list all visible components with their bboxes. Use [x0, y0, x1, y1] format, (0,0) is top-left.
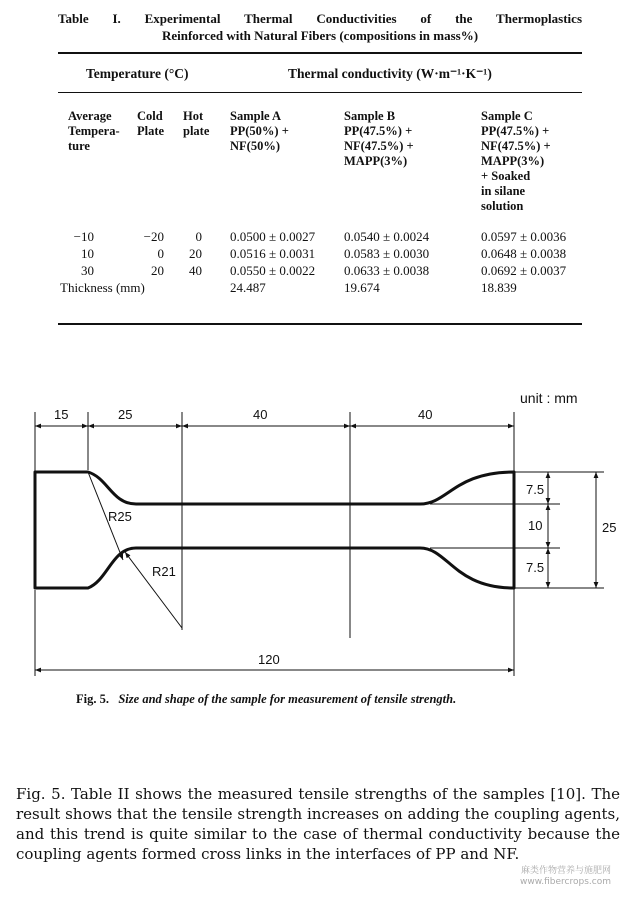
group-header-conductivity: Thermal conductivity (W·m⁻¹·K⁻¹) [288, 66, 492, 81]
col-header-average: Average Tempera- ture [68, 109, 120, 153]
cell-sample-b: 0.0633 ± 0.0038 [344, 263, 430, 278]
dim-label-7-5-bottom: 7.5 [526, 560, 545, 575]
cell-cold: −20 [143, 229, 164, 244]
dim-label-25-right: 25 [602, 520, 617, 535]
cell-hot: 40 [189, 263, 202, 278]
col-header-sample-a: Sample A PP(50%) + NF(50%) [230, 109, 289, 153]
cell-hot: 20 [189, 246, 202, 261]
col-header-cold-plate: Cold Plate [137, 109, 165, 138]
figure-caption-prefix: Fig. 5. [76, 692, 109, 706]
figure-caption [76, 692, 456, 707]
radius-label-r21: R21 [152, 564, 176, 579]
cell-sample-c: 0.0692 ± 0.0037 [481, 263, 567, 278]
cell-sample-b: 0.0583 ± 0.0030 [344, 246, 430, 261]
cell-sample-a: 24.487 [230, 280, 266, 295]
figure-caption-text: Size and shape of the sample for measurement of tensile strength. [118, 692, 457, 706]
cell-sample-c: 0.0597 ± 0.0036 [481, 229, 567, 244]
table-header-rule [58, 92, 582, 93]
cell-sample-a: 0.0550 ± 0.0022 [230, 263, 316, 278]
table-title [58, 10, 582, 44]
cell-sample-c: 0.0648 ± 0.0038 [481, 246, 567, 261]
cell-hot: 0 [195, 229, 202, 244]
col-header-hot-plate: Hot plate [183, 109, 210, 138]
cell-sample-c: 18.839 [481, 280, 517, 295]
body-paragraph: Fig. 5. Table II shows the measured tensile strengths of the samples [10]. The result shows that the tensile strength increases on adding the coupling agents, and this trend is quite similar to the case of thermal conductivity because the coupling agents formed cross links in the interfaces of PP and NF. [16, 785, 620, 863]
group-header-temperature: Temperature (°C) [86, 66, 189, 81]
dim-label-120: 120 [258, 652, 280, 667]
watermark-line2: www.fibercrops.com [520, 877, 611, 887]
cell-sample-a: 0.0500 ± 0.0027 [230, 229, 316, 244]
specimen-outline [35, 472, 514, 588]
table-top-rule [58, 52, 582, 54]
cell-cold: 0 [157, 246, 164, 261]
dim-label-40b: 40 [418, 407, 433, 422]
col-header-sample-c: Sample C PP(47.5%) + NF(47.5%) + MAPP(3%) + Soaked in silane solution [481, 109, 551, 213]
table-title-line2: Reinforced with Natural Fibers (compositions in mass%) [161, 28, 479, 43]
cell-sample-b: 0.0540 ± 0.0024 [344, 229, 430, 244]
watermark [520, 866, 611, 888]
dim-label-25-top: 25 [118, 407, 133, 422]
cell-sample-a: 0.0516 ± 0.0031 [230, 246, 316, 261]
dim-label-10: 10 [528, 518, 543, 533]
table-bottom-rule [58, 323, 582, 325]
dim-label-40a: 40 [253, 407, 268, 422]
unit-label: unit : mm [520, 390, 578, 406]
dim-label-15: 15 [54, 407, 69, 422]
col-header-sample-b: Sample B PP(47.5%) + NF(47.5%) + MAPP(3%) [344, 109, 414, 168]
cell-avg: 10 [81, 246, 94, 261]
cell-sample-b: 19.674 [344, 280, 380, 295]
watermark-line1: 麻类作物营养与施肥网 [520, 866, 611, 876]
dim-label-7-5-top: 7.5 [526, 482, 545, 497]
thickness-label: Thickness (mm) [60, 280, 145, 295]
tensile-sample-drawing [0, 380, 640, 680]
cell-avg: 30 [81, 263, 94, 278]
radius-label-r25: R25 [108, 509, 132, 524]
cell-avg: −10 [73, 229, 94, 244]
cell-cold: 20 [151, 263, 164, 278]
table-title-line1: Table I. Experimental Thermal Conductivities of the Thermoplastics [58, 11, 582, 26]
